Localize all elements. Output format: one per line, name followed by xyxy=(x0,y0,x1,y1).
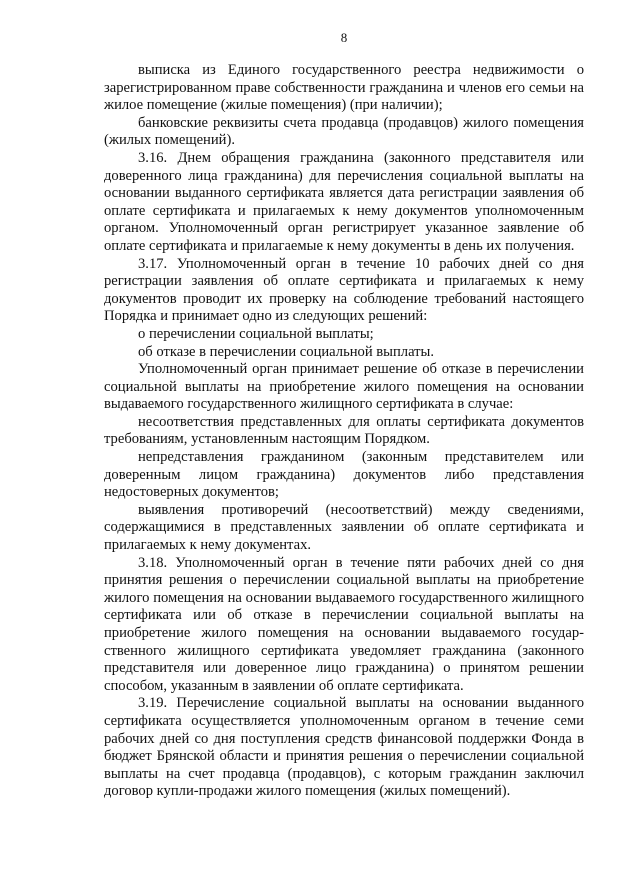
paragraph: банковские реквизиты счета продавца (продавцов) жилого помещения (жилых помещений). xyxy=(104,114,584,149)
paragraph: непредставления гражданином (законным представителем или доверенным лицом гражданина) документов либо представления недостоверных документов; xyxy=(104,449,584,501)
paragraph: о перечислении социальной выплаты; xyxy=(138,325,374,342)
paragraph: 3.19. Перечисление социальной выплаты на основании выданного сертификата осуществляется уполномоченным органом в течение семи рабочих дней со дня поступления средств финансовой поддержки Фонда в бюджет Брянской области и принятия решения о перечислении социальной выплаты на счет продавца (продавцов), с которым гражданин заключил договор купли-продажи жилого помещения (жилых помещений). xyxy=(104,695,584,800)
paragraph: выявления противоречий (несоответствий) между сведениями, содержащимися в представленных заявлении об оплате сертификата и прилагаемых к нему документах. xyxy=(104,501,584,554)
paragraph: выписка из Единого государственного реестра недвижимости о зарегистрированном праве собственности гражданина и членов его семьи на жилое помещение (жилые помещения) (при наличии); xyxy=(104,62,584,114)
paragraph: об отказе в перечислении социальной выплаты. xyxy=(138,343,435,360)
paragraph: 3.17. Уполномоченный орган в течение 10 рабочих дней со дня регистрации заявления об оплате сертификата и прилагаемых к нему документов проводит их проверку на соблюдение требований настоящего Порядка и принимает одно из следующих решений: xyxy=(104,255,584,325)
page-number: 8 xyxy=(340,30,348,45)
paragraph: несоответствия представленных для оплаты сертификата документов требованиям, установленным настоящим Порядком. xyxy=(104,413,584,448)
paragraph: 3.16. Днем обращения гражданина (законного представителя или доверенного лица гражданина) для перечисления социальной выплаты на основании выданного сертификата является дата регистрации заявления об оплате сертификата и прилагаемых к нему документов уполномоченным органом. Уполномоченный орган регистрирует указанное заявление об оплате сертификата и прилагаемые к нему документы в день их получения. xyxy=(104,149,584,254)
paragraph: 3.18. Уполномоченный орган в течение пяти рабочих дней со дня принятия решения о перечислении социальной выплаты на приобретение жилого помещения на основании выдаваемого государственного жилищного сертификата или об отказе в перечислении социальной выплаты на приобретение жилого помещения на основании выдаваемого государ-ственного жилищного сертификата уведомляет гражданина (законного представителя или доверенное лицо гражданина) о принятом решении способом, указанным в заявлении об оплате сертификата. xyxy=(104,554,584,694)
paragraph: Уполномоченный орган принимает решение об отказе в перечислении социальной выплаты на приобретение жилого помещения на основании выдаваемого государственного жилищного сертификата в случае: xyxy=(104,361,584,413)
body-text xyxy=(104,62,584,801)
